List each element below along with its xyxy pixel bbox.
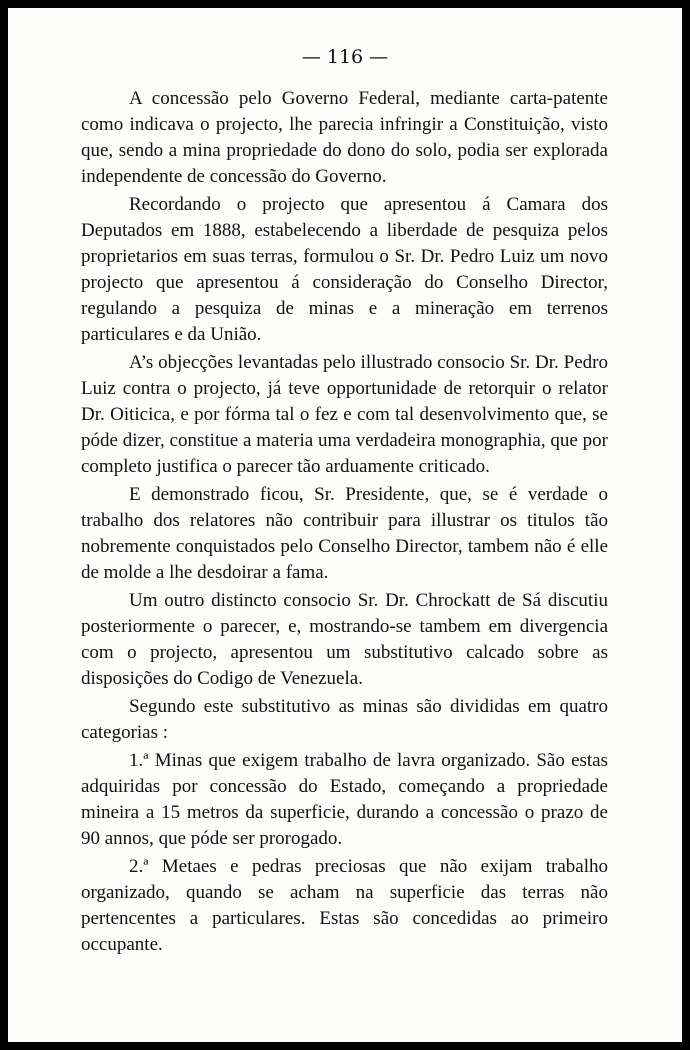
paragraph-8: 2.ª Metaes e pedras preciosas que não exijam trabalho organizado, quando se acham na superficie das terras não pertencentes a particulares. Estas são concedidas ao primeiro occupante. — [81, 856, 608, 955]
paragraph-6: Segundo este substitutivo as minas são divididas em quatro categorias : — [81, 696, 608, 743]
page-number: — 116 — — [301, 46, 389, 68]
paragraph-5: Um outro distincto consocio Sr. Dr. Chrockatt de Sá discutiu posteriormente o parecer, e, mostrando-se tambem em divergencia com o projecto, apresentou um substitutivo calcado sobre as disposições do Codigo de Venezuela. — [81, 590, 608, 689]
body-text — [81, 86, 608, 958]
paragraph-3: A’s objecções levantadas pelo illustrado consocio Sr. Dr. Pedro Luiz contra o projecto, já teve opportunidade de retorquir o relator Dr. Oiticica, e por fórma tal o fez e com tal desenvolvimento que, se póde dizer, constitue a materia uma verdadeira monographia, que por completo justifica o parecer tão arduamente criticado. — [81, 352, 608, 477]
paragraph-7: 1.ª Minas que exigem trabalho de lavra organizado. São estas adquiridas por concessão do Estado, começando a propriedade mineira a 15 metros da superficie, durando a concessão o prazo de 90 annos, que póde ser prorogado. — [81, 750, 608, 849]
paragraph-2: Recordando o projecto que apresentou á Camara dos Deputados em 1888, estabelecendo a liberdade de pesquiza pelos proprietarios em suas terras, formulou o Sr. Dr. Pedro Luiz um novo projecto que apresentou á consideração do Conselho Director, regulando a pesquiza de minas e a mineração em terrenos particulares e da União. — [81, 194, 608, 345]
document-page — [8, 8, 682, 1042]
paragraph-1: A concessão pelo Governo Federal, mediante carta-patente como indicava o projecto, lhe parecia infringir a Constituição, visto que, sendo a mina propriedade do dono do solo, podia ser explorada independente de concessão do Governo. — [81, 88, 608, 187]
paragraph-4: E demonstrado ficou, Sr. Presidente, que, se é verdade o trabalho dos relatores não contribuir para illustrar os titulos tão nobremente conquistados pelo Conselho Director, tambem não é elle de molde a lhe desdoirar a fama. — [81, 484, 608, 583]
